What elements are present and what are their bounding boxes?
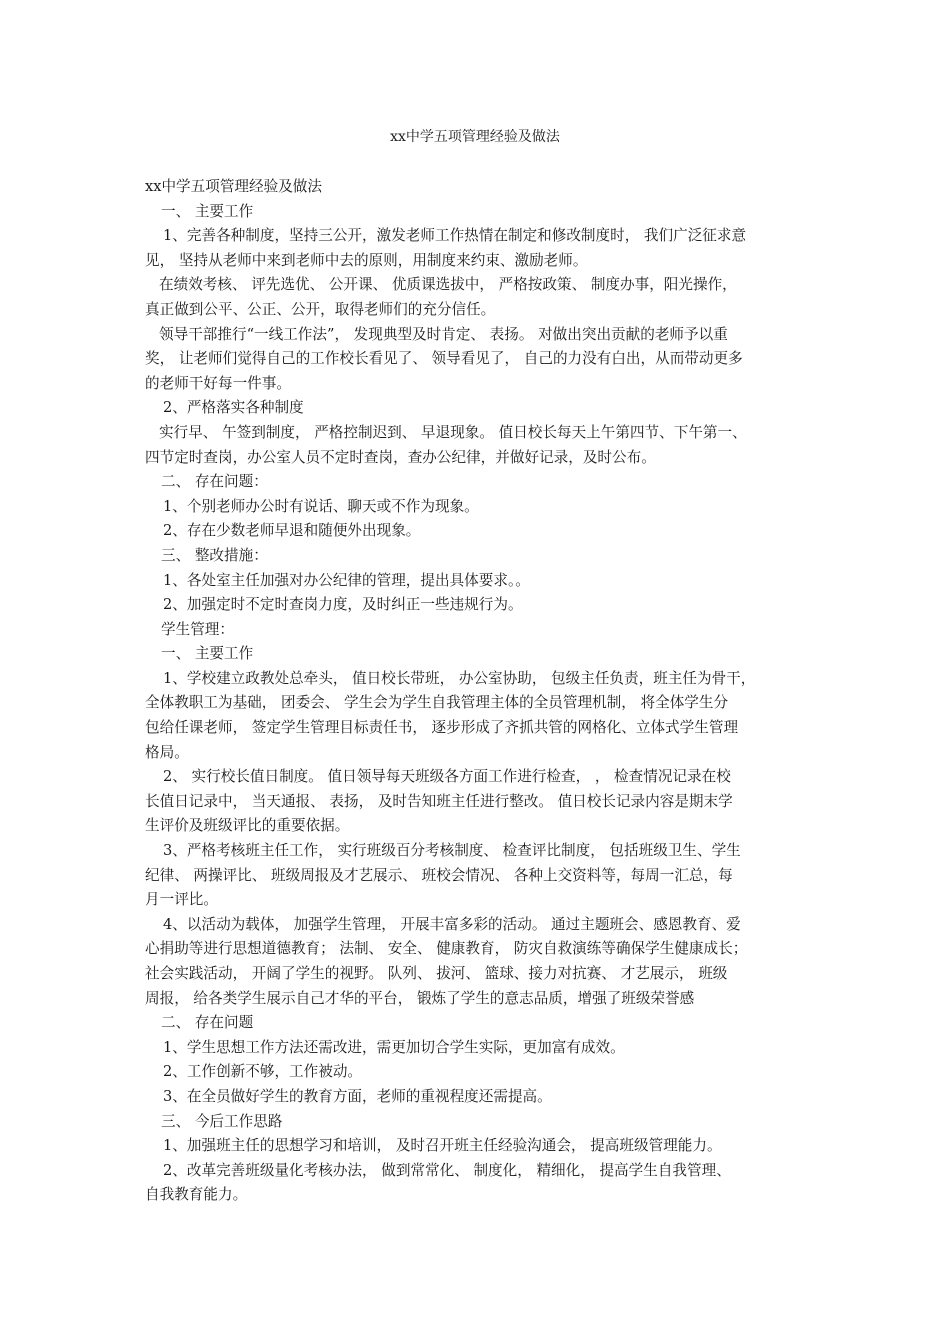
body-line: 二、 存在问题	[161, 1014, 254, 1032]
body-line: 月一评比。	[145, 891, 218, 909]
body-line: 2、存在少数老师早退和随便外出现象。	[163, 522, 421, 540]
body-line: 一、 主要工作	[161, 202, 254, 220]
body-line: 三、 今后工作思路	[161, 1112, 283, 1130]
body-line: xx中学五项管理经验及做法	[145, 178, 322, 195]
body-line: 3、严格考核班主任工作， 实行班级百分考核制度、 检查评比制度， 包括班级卫生、学生	[163, 842, 741, 860]
document-title: xx中学五项管理经验及做法	[390, 129, 560, 145]
body-line: 周报， 给各类学生展示自己才华的平台， 锻炼了学生的意志品质，增强了班级荣誉感	[145, 989, 695, 1007]
body-line: 全体教职工为基础， 团委会、 学生会为学生自我管理主体的全员管理机制， 将全体学生分	[145, 694, 729, 712]
body-line: 2、加强定时不定时查岗力度，及时纠正一些违规行为。	[163, 596, 523, 614]
body-line: 3、在全员做好学生的教育方面，老师的重视程度还需提高。	[163, 1087, 552, 1105]
body-line: 2、改革完善班级量化考核办法， 做到常常化、 制度化， 精细化， 提高学生自我管理、	[163, 1161, 731, 1179]
body-line: 二、 存在问题：	[161, 473, 268, 491]
body-line: 一、 主要工作	[161, 645, 254, 663]
body-line: 的老师干好每一件事。	[145, 374, 291, 392]
body-line: 包给任课老师， 签定学生管理目标责任书， 逐步形成了齐抓共管的网格化、立体式学生管理	[145, 719, 739, 737]
body-line: 1、学生思想工作方法还需改进，需更加切合学生实际，更加富有成效。	[163, 1038, 625, 1056]
body-line: 三、 整改措施：	[161, 546, 268, 564]
body-line: 在绩效考核、 评先选优、 公开课、 优质课选拔中， 严格按政策、 制度办事，阳光操作，	[159, 276, 737, 294]
body-line: 1、个别老师办公时有说话、聊天或不作为现象。	[163, 497, 479, 515]
body-line: 实行早、 午签到制度， 严格控制迟到、 早退现象。 值日校长每天上午第四节、下午第一、	[159, 423, 747, 441]
body-line: 1、学校建立政教处总牵头， 值日校长带班， 办公室协助， 包级主任负责，班主任为骨干，	[163, 669, 756, 687]
body-line: 领导干部推行“一线工作法”， 发现典型及时肯定、 表扬。 对做出突出贡献的老师予以重	[159, 325, 728, 343]
body-line: 社会实践活动， 开阔了学生的视野。 队列、 拔河、 篮球、接力对抗赛、 才艺展示， 班级	[145, 965, 728, 982]
body-line: 2、严格落实各种制度	[163, 399, 304, 417]
body-line: 见， 坚持从老师中来到老师中去的原则，用制度来约束、激励老师。	[145, 251, 588, 269]
body-line: 1、各处室主任加强对办公纪律的管理，提出具体要求。。	[163, 571, 530, 589]
body-line: 心捐助等进行思想道德教育； 法制、 安全、 健康教育， 防灾自救演练等确保学生健康成长；	[145, 940, 748, 958]
body-line: 真正做到公平、公正、公开，取得老师们的充分信任。	[145, 300, 496, 318]
body-line: 长值日记录中， 当天通报、 表扬， 及时告知班主任进行整改。 值日校长记录内容是期末学	[145, 792, 733, 810]
body-line: 奖， 让老师们觉得自己的工作校长看见了、 领导看见了， 自己的力没有白出，从而带动更多	[145, 350, 743, 368]
body-line: 纪律、 两操评比、 班级周报及才艺展示、 班校会情况、 各种上交资料等，每周一汇总，每	[145, 866, 733, 884]
body-line: 生评价及班级评比的重要依据。	[145, 817, 350, 835]
body-line: 1、完善各种制度，坚持三公开，激发老师工作热情在制定和修改制度时， 我们广泛征求意	[163, 227, 747, 245]
body-line: 格局。	[145, 743, 189, 761]
body-line: 1、加强班主任的思想学习和培训， 及时召开班主任经验沟通会， 提高班级管理能力。	[163, 1137, 722, 1155]
document-body	[145, 175, 817, 1208]
body-line: 2、 实行校长值日制度。 值日领导每天班级各方面工作进行检查， ， 检查情况记录在校	[163, 768, 731, 786]
body-line: 4、以活动为载体， 加强学生管理， 开展丰富多彩的活动。 通过主题班会、感恩教育、爱	[163, 915, 741, 933]
body-line: 自我教育能力。	[145, 1186, 248, 1204]
body-line: 四节定时查岗，办公室人员不定时查岗，查办公纪律，并做好记录，及时公布。	[145, 448, 656, 466]
body-line: 学生管理：	[161, 620, 234, 638]
body-line: 2、工作创新不够，工作被动。	[163, 1063, 363, 1081]
